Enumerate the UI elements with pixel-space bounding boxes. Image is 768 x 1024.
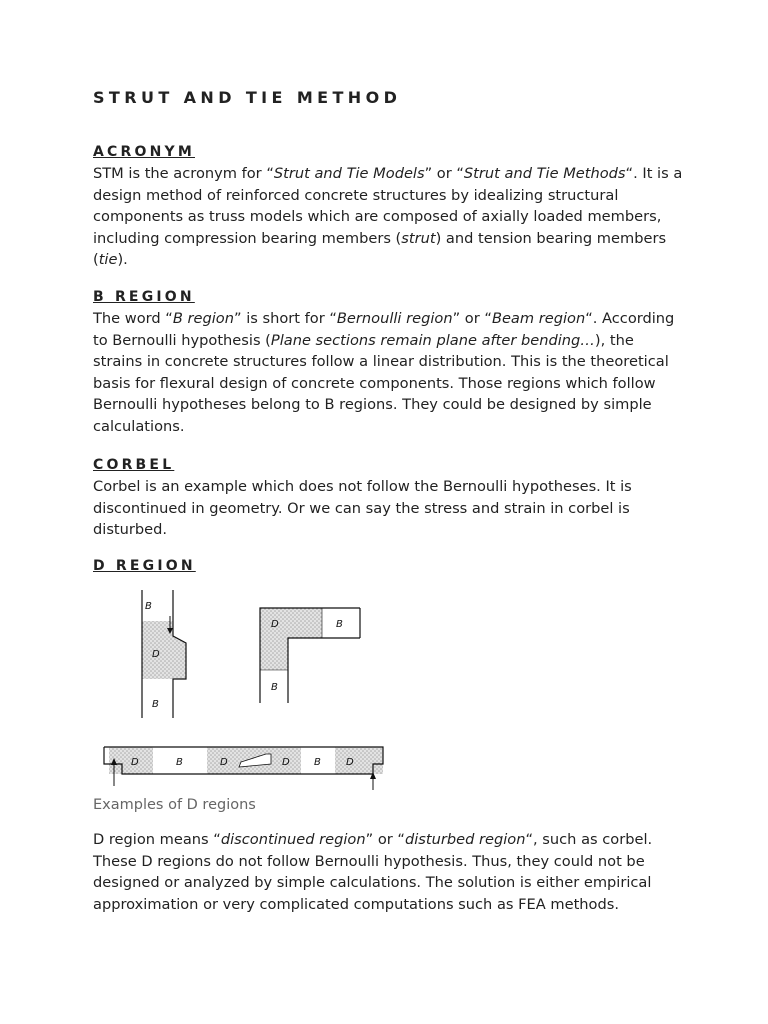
beam-label-b-1: B	[176, 757, 183, 768]
corbel-label-d: D	[152, 649, 160, 660]
figure-caption: Examples of D regions	[93, 797, 256, 813]
beam-label-d-1: D	[131, 757, 139, 768]
corbel-label-b-bottom: B	[152, 699, 159, 710]
heading-d-region: D REGION	[93, 558, 196, 574]
heading-acronym: ACRONYM	[93, 144, 195, 160]
paragraph-acronym: STM is the acronym for “Strut and Tie Models” or “Strut and Tie Methods“. It is a design method of reinforced concrete structures by idealizing structural components as truss models which are composed of axially loaded members, including compression bearing members (strut) and tension bearing members (tie).	[93, 165, 683, 268]
beam-label-b-2: B	[314, 757, 321, 768]
corner-label-d: D	[271, 619, 279, 630]
corner-frame-diagram	[260, 608, 360, 703]
heading-b-region: B REGION	[93, 289, 195, 305]
paragraph-d-region: D region means “discontinued region” or “disturbed region“, such as corbel. These D regions do not follow Bernoulli hypothesis. Thus, they could not be designed or analyzed by simple calculations. The solution is either empirical approximation or very complicated computations such as FEA methods.	[93, 831, 653, 913]
corner-label-b-bottom: B	[271, 682, 278, 693]
page-title: STRUT AND TIE METHOD	[93, 88, 402, 107]
beam-label-d-4: D	[346, 757, 354, 768]
corbel-diagram	[142, 590, 186, 718]
paragraph-corbel: Corbel is an example which does not follow the Bernoulli hypotheses. It is discontinued in geometry. Or we can say the stress and strain in corbel is disturbed.	[93, 478, 632, 538]
paragraph-b-region: The word “B region” is short for “Bernoulli region” or “Beam region“. According to Bernoulli hypothesis (Plane sections remain plane after bending…), the strains in concrete structures follow a linear distribution. This is the theoretical basis for flexural design of concrete components. Those regions which follow Bernoulli hypotheses belong to B regions. They could be designed by simple calculations.	[93, 310, 675, 435]
beam-diagram	[104, 747, 383, 790]
beam-label-d-2: D	[220, 757, 228, 768]
corbel-label-b-top: B	[145, 601, 152, 612]
corner-label-b-right: B	[336, 619, 343, 630]
beam-label-d-3: D	[282, 757, 290, 768]
heading-corbel: CORBEL	[93, 457, 175, 473]
d-region-figure	[90, 586, 395, 794]
